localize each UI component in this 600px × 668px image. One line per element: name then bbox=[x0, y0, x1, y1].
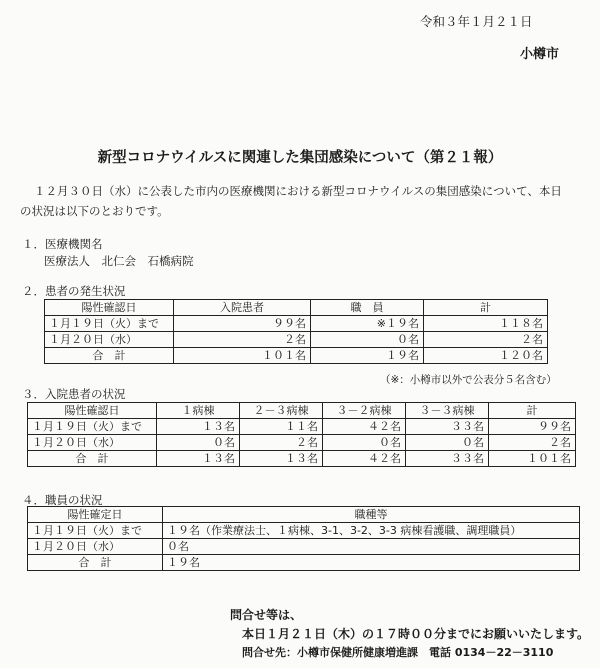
table-header-row bbox=[28, 507, 580, 523]
table-row bbox=[45, 316, 548, 332]
total-label-cell: 合 計 bbox=[45, 348, 174, 364]
document-date: 令和３年１月２１日 bbox=[420, 14, 533, 29]
date-cell: １月２０日（水） bbox=[28, 435, 157, 451]
table-header-row bbox=[28, 403, 576, 419]
header-cell: 職 員 bbox=[311, 300, 424, 316]
total-label-cell: 合 計 bbox=[28, 555, 163, 571]
header-cell: 計 bbox=[424, 300, 548, 316]
value-cell: ３３名 bbox=[406, 451, 489, 467]
value-cell: １１８名 bbox=[424, 316, 548, 332]
issuer-name: 小樽市 bbox=[520, 47, 560, 62]
value-cell: １３名 bbox=[240, 451, 323, 467]
value-cell: ０名 bbox=[311, 332, 424, 348]
header-cell: 計 bbox=[489, 403, 576, 419]
value-cell: １１名 bbox=[240, 419, 323, 435]
section4-heading: ４．職員の状況 bbox=[22, 493, 103, 507]
table-row bbox=[28, 523, 580, 539]
value-cell: １３名 bbox=[157, 419, 240, 435]
table-total-row bbox=[28, 451, 576, 467]
header-cell: ２－３病棟 bbox=[240, 403, 323, 419]
table-footnote: （※：小樽市以外で公表分５名含む） bbox=[380, 374, 557, 386]
intro-line-2: の状況は以下のとおりです。 bbox=[20, 204, 169, 218]
date-cell: １月１９日（火）まで bbox=[28, 523, 163, 539]
detail-cell: １９名 bbox=[163, 555, 580, 571]
date-cell: １月２０日（水） bbox=[45, 332, 174, 348]
table-header-row bbox=[45, 300, 548, 316]
value-cell: １０１名 bbox=[489, 451, 576, 467]
patient-occurrence-table bbox=[44, 299, 548, 364]
contact-phone: 問合せ先：小樽市保健所健康増進課 電話 0134－22－3110 bbox=[242, 646, 554, 659]
value-cell: ４２名 bbox=[323, 451, 406, 467]
value-cell: ０名 bbox=[157, 435, 240, 451]
value-cell: １２０名 bbox=[424, 348, 548, 364]
value-cell: ４２名 bbox=[323, 419, 406, 435]
facility-name: 医療法人 北仁会 石橋病院 bbox=[44, 254, 194, 268]
value-cell: １０１名 bbox=[174, 348, 311, 364]
value-cell: ２名 bbox=[240, 435, 323, 451]
table-row bbox=[28, 539, 580, 555]
total-label-cell: 合 計 bbox=[28, 451, 157, 467]
header-cell: 陽性確認日 bbox=[28, 403, 157, 419]
table-row bbox=[28, 419, 576, 435]
detail-cell: ０名 bbox=[163, 539, 580, 555]
staff-status-table bbox=[27, 506, 580, 571]
table-row bbox=[28, 435, 576, 451]
value-cell: ２名 bbox=[174, 332, 311, 348]
section2-heading: ２．患者の発生状況 bbox=[22, 284, 126, 298]
inpatient-status-table bbox=[27, 402, 576, 467]
value-cell: ９９名 bbox=[174, 316, 311, 332]
date-cell: １月２０日（水） bbox=[28, 539, 163, 555]
value-cell: ０名 bbox=[323, 435, 406, 451]
table-row bbox=[45, 332, 548, 348]
date-cell: １月１９日（火）まで bbox=[45, 316, 174, 332]
header-cell: ３－２病棟 bbox=[323, 403, 406, 419]
header-cell: 陽性確認日 bbox=[45, 300, 174, 316]
value-cell: ９９名 bbox=[489, 419, 576, 435]
date-cell: １月１９日（火）まで bbox=[28, 419, 157, 435]
header-cell: ３－３病棟 bbox=[406, 403, 489, 419]
section3-heading: ３．入院患者の状況 bbox=[22, 387, 126, 401]
detail-cell: １９名（作業療法士、１病棟、3-1、3-2、3-3 病棟看護職、調理職員） bbox=[163, 523, 580, 539]
value-cell: ３３名 bbox=[406, 419, 489, 435]
table-total-row bbox=[45, 348, 548, 364]
header-cell: 職種等 bbox=[163, 507, 580, 523]
value-cell: １３名 bbox=[157, 451, 240, 467]
contact-deadline: 本日１月２１日（木）の１７時００分までにお願いいたします。 bbox=[242, 627, 590, 641]
value-cell: １９名 bbox=[311, 348, 424, 364]
header-cell: １病棟 bbox=[157, 403, 240, 419]
value-cell: ２名 bbox=[424, 332, 548, 348]
header-cell: 陽性確定日 bbox=[28, 507, 163, 523]
section1-heading: １．医療機関名 bbox=[22, 237, 103, 251]
value-cell: ０名 bbox=[406, 435, 489, 451]
intro-line-1: １２月３０日（水）に公表した市内の医療機関における新型コロナウイルスの集団感染について、本日 bbox=[34, 184, 562, 198]
value-cell: ２名 bbox=[489, 435, 576, 451]
table-total-row bbox=[28, 555, 580, 571]
header-cell: 入院患者 bbox=[174, 300, 311, 316]
contact-heading: 問合せ等は、 bbox=[230, 608, 303, 622]
value-cell: ※１９名 bbox=[311, 316, 424, 332]
document-title: 新型コロナウイルスに関連した集団感染について（第２１報） bbox=[97, 150, 503, 166]
